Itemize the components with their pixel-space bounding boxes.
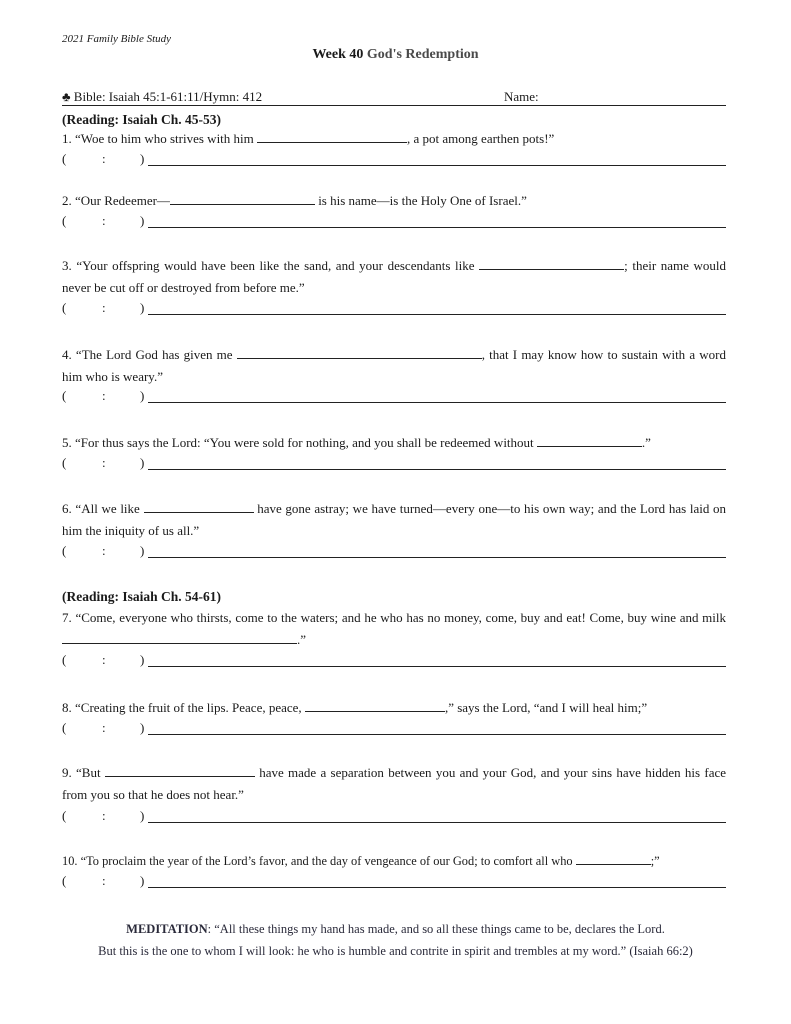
meditation-label: MEDITATION bbox=[126, 922, 208, 936]
q9-text-b: have made a separation between you and your God, and your sins have hidden his face from you so that he does not hear.” bbox=[62, 765, 727, 802]
q4-blank[interactable] bbox=[237, 346, 482, 359]
meditation-line-2: But this is the one to whom I will look: he who is humble and contrite in spirit and trembles at my word.” (Isaiah 66:2) bbox=[98, 944, 693, 958]
q9-reference bbox=[62, 808, 726, 826]
meditation-text-1: : “All these things my hand has made, and so all these things came to be, declares the Lord. bbox=[207, 922, 665, 936]
ref-colon: : bbox=[102, 455, 106, 470]
q1-answer-line[interactable] bbox=[148, 165, 726, 166]
q8-answer-line[interactable] bbox=[148, 734, 726, 735]
question-10 bbox=[62, 850, 726, 872]
q6-blank[interactable] bbox=[144, 500, 254, 513]
ref-colon: : bbox=[102, 652, 106, 667]
q7-text-b: .” bbox=[297, 632, 307, 647]
ref-open-paren: ( bbox=[62, 388, 67, 403]
name-label: Name: bbox=[504, 89, 539, 104]
q5-reference bbox=[62, 455, 726, 473]
question-8 bbox=[62, 697, 726, 719]
title-week: Week 40 bbox=[312, 47, 364, 62]
ref-open-paren: ( bbox=[62, 543, 67, 558]
q1-text-a: 1. “Woe to him who strives with him bbox=[62, 131, 254, 146]
ref-open-paren: ( bbox=[62, 455, 67, 470]
ref-colon: : bbox=[102, 873, 106, 888]
bible-header-row bbox=[62, 89, 726, 106]
question-7 bbox=[62, 607, 726, 651]
ref-close-paren: ) bbox=[140, 300, 145, 315]
series-label: 2021 Family Bible Study bbox=[62, 33, 172, 45]
question-5 bbox=[62, 432, 726, 454]
ref-colon: : bbox=[102, 388, 106, 403]
q3-blank[interactable] bbox=[479, 257, 624, 270]
q5-answer-line[interactable] bbox=[148, 469, 726, 470]
q4-text-b: , that I may know how to sustain with a word him who is weary.” bbox=[62, 347, 727, 384]
q4-answer-line[interactable] bbox=[148, 402, 726, 403]
ref-colon: : bbox=[102, 543, 106, 558]
q10-blank[interactable] bbox=[576, 852, 651, 865]
q5-text-b: .” bbox=[641, 435, 651, 450]
ref-open-paren: ( bbox=[62, 300, 67, 315]
q2-text-b: is his name—is the Holy One of Israel.” bbox=[318, 193, 527, 208]
ref-open-paren: ( bbox=[62, 808, 67, 823]
ref-close-paren: ) bbox=[140, 388, 145, 403]
ref-open-paren: ( bbox=[62, 873, 67, 888]
ref-open-paren: ( bbox=[62, 720, 67, 735]
q9-text-a: 9. “But bbox=[62, 765, 101, 780]
ref-close-paren: ) bbox=[140, 151, 145, 166]
q3-answer-line[interactable] bbox=[148, 314, 726, 315]
q6-text-a: 6. “All we like bbox=[62, 501, 140, 516]
q4-text-a: 4. “The Lord God has given me bbox=[62, 347, 233, 362]
meditation-line-1 bbox=[40, 918, 751, 940]
ref-close-paren: ) bbox=[140, 873, 145, 888]
q8-blank[interactable] bbox=[305, 699, 445, 712]
q7-reference bbox=[62, 652, 726, 670]
q7-answer-line[interactable] bbox=[148, 666, 726, 667]
section-heading-2: (Reading: Isaiah Ch. 54-61) bbox=[62, 589, 222, 604]
q9-answer-line[interactable] bbox=[148, 822, 726, 823]
q5-blank[interactable] bbox=[537, 434, 642, 447]
ref-close-paren: ) bbox=[140, 808, 145, 823]
ref-colon: : bbox=[102, 151, 106, 166]
q3-text-a: 3. “Your offspring would have been like the sand, and your descendants like bbox=[62, 258, 475, 273]
ref-close-paren: ) bbox=[140, 543, 145, 558]
q7-text-a: 7. “Come, everyone who thirsts, come to the waters; and he who has no money, come, buy and eat! Come, buy wine and milk bbox=[62, 610, 726, 625]
question-1 bbox=[62, 128, 726, 150]
meditation-block bbox=[40, 918, 751, 962]
q6-reference bbox=[62, 543, 726, 561]
bible-reading-label: ♣ Bible: Isaiah 45:1-61:11/Hymn: 412 bbox=[62, 89, 263, 104]
q5-text-a: 5. “For thus says the Lord: “You were sold for nothing, and you shall be redeemed without bbox=[62, 435, 534, 450]
q8-reference bbox=[62, 720, 726, 738]
ref-open-paren: ( bbox=[62, 652, 67, 667]
ref-close-paren: ) bbox=[140, 720, 145, 735]
question-6 bbox=[62, 498, 726, 542]
q2-answer-line[interactable] bbox=[148, 227, 726, 228]
question-2 bbox=[62, 190, 726, 212]
q3-text-b: ; their name would never be cut off or destroyed from before me.” bbox=[62, 258, 727, 295]
ref-close-paren: ) bbox=[140, 213, 145, 228]
ref-colon: : bbox=[102, 213, 106, 228]
q6-answer-line[interactable] bbox=[148, 557, 726, 558]
question-4 bbox=[62, 344, 726, 388]
q9-blank[interactable] bbox=[105, 764, 255, 777]
ref-colon: : bbox=[102, 300, 106, 315]
ref-open-paren: ( bbox=[62, 213, 67, 228]
q10-answer-line[interactable] bbox=[148, 887, 726, 888]
q1-text-b: , a pot among earthen pots!” bbox=[407, 131, 555, 146]
title-topic: God's Redemption bbox=[366, 47, 479, 62]
q2-text-a: 2. “Our Redeemer— bbox=[62, 193, 170, 208]
q1-reference bbox=[62, 151, 726, 169]
page-title bbox=[0, 47, 791, 63]
question-3 bbox=[62, 255, 726, 299]
q3-reference bbox=[62, 300, 726, 318]
ref-colon: : bbox=[102, 808, 106, 823]
q10-text-a: 10. “To proclaim the year of the Lord’s favor, and the day of vengeance of our God; to comfort all who bbox=[62, 854, 573, 868]
ref-close-paren: ) bbox=[140, 652, 145, 667]
q1-blank[interactable] bbox=[257, 130, 407, 143]
q4-reference bbox=[62, 388, 726, 406]
q8-text-a: 8. “Creating the fruit of the lips. Peace, peace, bbox=[62, 700, 302, 715]
q2-blank[interactable] bbox=[170, 192, 315, 205]
section-heading-1: (Reading: Isaiah Ch. 45-53) bbox=[62, 112, 222, 127]
ref-close-paren: ) bbox=[140, 455, 145, 470]
q2-reference bbox=[62, 213, 726, 231]
ref-colon: : bbox=[102, 720, 106, 735]
q10-text-b: ;” bbox=[650, 854, 660, 868]
q7-blank[interactable] bbox=[62, 631, 297, 644]
ref-open-paren: ( bbox=[62, 151, 67, 166]
question-9 bbox=[62, 762, 726, 806]
q6-text-b: have gone astray; we have turned—every one—to his own way; and the Lord has laid on him the iniquity of us all.” bbox=[62, 501, 727, 538]
q8-text-b: ,” says the Lord, “and I will heal him;” bbox=[444, 700, 648, 715]
q10-reference bbox=[62, 873, 726, 891]
